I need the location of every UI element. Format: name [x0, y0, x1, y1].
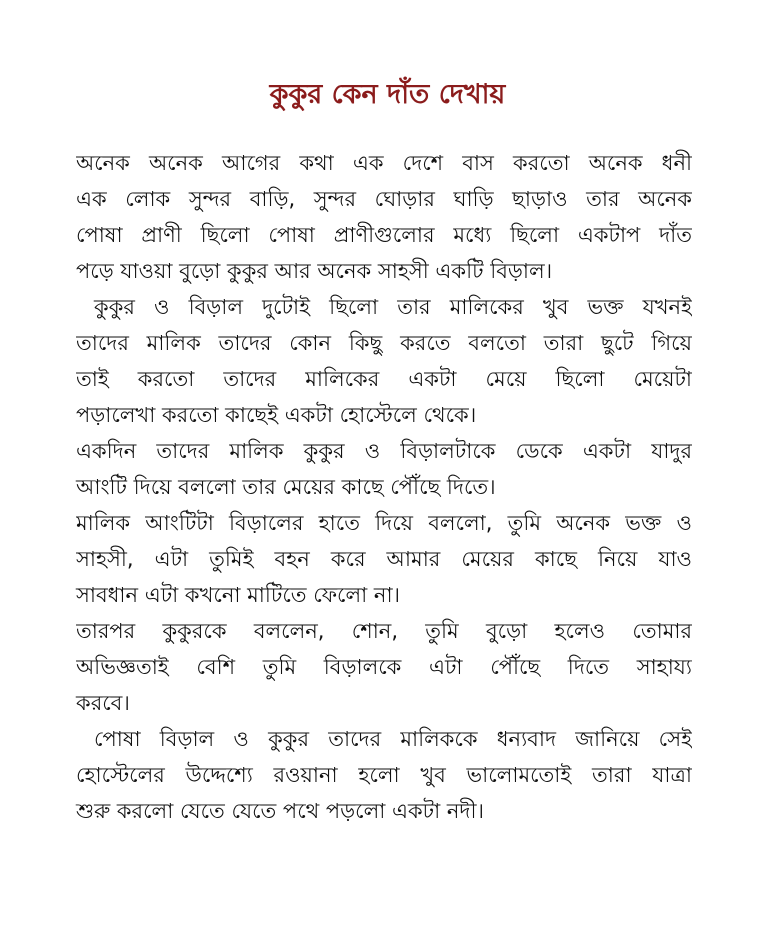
- text-line: একদিন তাদের মালিক কুকুর ও বিড়ালটাকে ডেকে একটা যাদুর: [76, 439, 692, 463]
- text-line: তাই করতো তাদের মালিকের একটা মেয়ে ছিলো মেয়েটা: [76, 367, 692, 391]
- text-line: শুরু করলো যেতে যেতে পথে পড়লো একটা নদী।: [76, 799, 484, 823]
- text-line: এক লোক সুন্দর বাড়ি, সুন্দর ঘোড়ার ঘাড়ি ছাড়াও তার অনেক: [76, 187, 692, 211]
- text-line: তারপর কুকুরকে বললেন, শোন, তুমি বুড়ো হলেও তোমার: [76, 619, 692, 643]
- text-line: সাবধান এটা কখনো মাটিতে ফেলো না।: [76, 583, 401, 607]
- text-line: পোষা প্রাণী ছিলো পোষা প্রাণীগুলোর মধ্যে ছিলো একটাপ দাঁত: [76, 223, 692, 247]
- text-line: তাদের মালিক তাদের কোন কিছু করতে বলতো তারা ছুটে গিয়ে: [76, 331, 692, 355]
- text-line: আংটি দিয়ে বললো তার মেয়ের কাছে পৌঁছে দিতে।: [76, 475, 496, 499]
- story-title: কুকুর কেন দাঁত দেখায়: [269, 79, 506, 110]
- text-line: পড়ালেখা করতো কাছেই একটা হোস্টেলে থেকে।: [76, 403, 477, 427]
- text-line: অভিজ্ঞতাই বেশি তুমি বিড়ালকে এটা পৌঁছে দিতে সাহায্য: [76, 655, 692, 679]
- story-body: [76, 145, 692, 829]
- text-line: সাহসী, এটা তুমিই বহন করে আমার মেয়ের কাছে নিয়ে যাও: [76, 547, 692, 571]
- text-line: পোষা বিড়াল ও কুকুর তাদের মালিককে ধন্যবাদ জানিয়ে সেই: [94, 727, 692, 751]
- text-line: হোস্টেলের উদ্দেশ্যে রওয়ানা হলো খুব ভালোমতোই তারা যাত্রা: [76, 763, 692, 787]
- text-line: পড়ে যাওয়া বুড়ো কুকুর আর অনেক সাহসী একটি বিড়াল।: [76, 259, 553, 283]
- text-line: করবে।: [76, 691, 130, 715]
- text-line: অনেক অনেক আগের কথা এক দেশে বাস করতো অনেক ধনী: [76, 151, 692, 175]
- text-line: মালিক আংটিটা বিড়ালের হাতে দিয়ে বললো, তুমি অনেক ভক্ত ও: [76, 511, 692, 535]
- text-line: কুকুর ও বিড়াল দুটোই ছিলো তার মালিকের খুব ভক্ত যখনই: [94, 295, 692, 319]
